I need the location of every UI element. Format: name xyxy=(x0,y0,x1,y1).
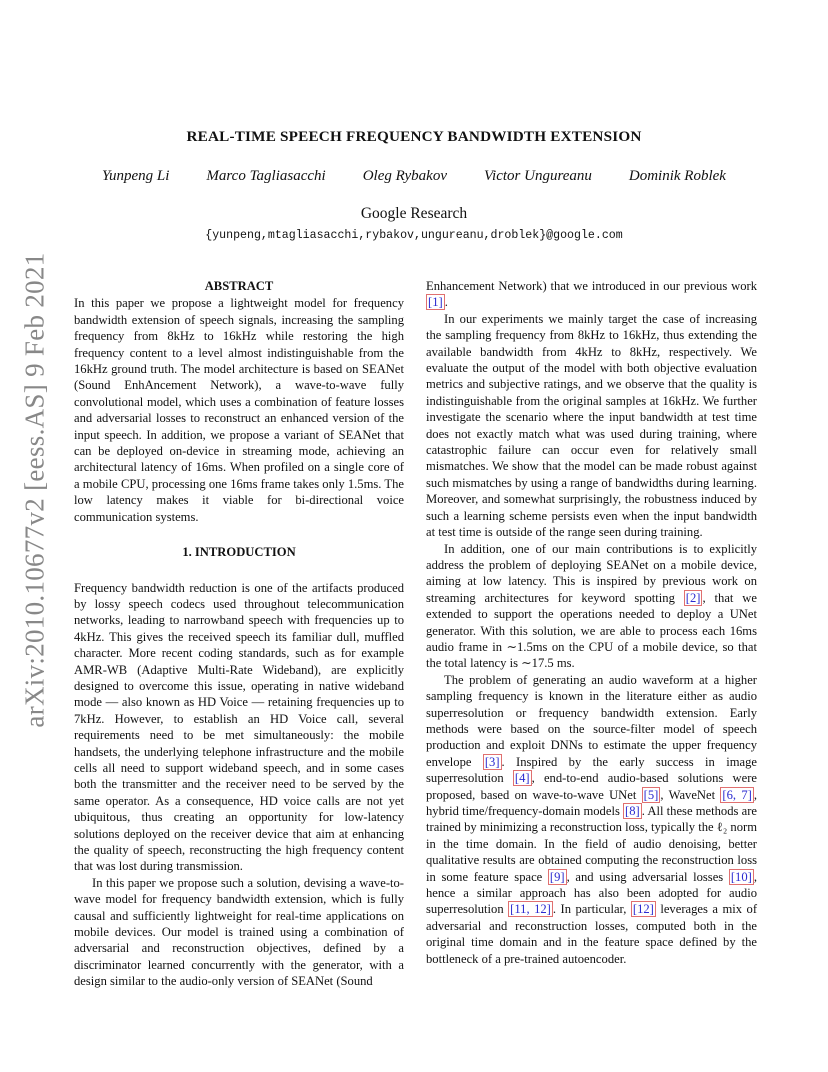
citation-link[interactable]: [8] xyxy=(625,804,640,818)
paper-title: REAL-TIME SPEECH FREQUENCY BANDWIDTH EXTENSION xyxy=(186,128,642,145)
arxiv-identifier xyxy=(10,252,60,728)
author: Oleg Rybakov xyxy=(362,168,447,184)
citation-link[interactable]: [9] xyxy=(549,869,565,884)
citation-link[interactable]: [10] xyxy=(730,869,752,884)
intro-paragraph: In this paper we propose such a solution, devising a wave-to-wave model for frequency bandwidth extension, which is fully causal and sufficiently lightweight for real-time applications on mobile devices. Our model is trained using a combination of adversarial and reconstruction objectives, defined by a discriminator learned concurrently with the generator, with a design similar to the audio-only version of SEANet (Sound xyxy=(74,875,404,989)
intro-paragraph: The problem of generating an audio waveform at a higher sampling frequency is known in the literature either as audio superresolution or frequency bandwidth extension. Early methods were based on the source-filter model of speech production and exploit DNNs to estimate the upper frequency envelope [3] . Inspired by the early success in image superresolution [4] , end-to-end audio-based solutions were proposed, based on wave-to-wave UNet [5] , WaveNet [6, 7] , hybrid time/frequency-domain models [8] . All these methods are trained by minimizing a reconstruction loss, typically the ℓ₂ norm in the time domain. In the field of audio denoising, better qualitative results are obtained computing the reconstruction loss in some feature space [9] , and using adversarial losses [10] , hence a similar approach has also been adopted for audio superresolution [11, 12] . In particular, [12] leverages a mix of adversarial and reconstruction losses, computed both in the original time domain and in the feature space defined by the bottleneck of a pre-trained autoencoder. xyxy=(426,672,758,966)
author: Yunpeng Li xyxy=(102,168,170,184)
author-emails: {yunpeng,mtagliasacchi,rybakov,ungureanu,droblek}@google.com xyxy=(205,229,623,242)
author: Dominik Roblek xyxy=(628,168,726,184)
intro-paragraph: Enhancement Network) that we introduced in our previous work [1] . xyxy=(426,279,757,310)
citation-link[interactable]: [1] xyxy=(428,295,443,310)
citation-link[interactable]: [4] xyxy=(514,771,530,786)
section-heading-introduction: 1. INTRODUCTION xyxy=(182,545,296,560)
left-column xyxy=(74,278,404,990)
citation-link[interactable]: [11, 12] xyxy=(510,902,551,917)
intro-paragraph: Frequency bandwidth reduction is one of the artifacts produced by lossy speech codecs used throughout telecommunication networks, leading to narrowband speech with frequencies up to 4kHz. This gives the received speech its familiar dull, muffled character. More recent coding standards, such as for example AMR-WB (Adaptive Multi-Rate Wideband), are explicitly designed to overcome this issue, operating in native wideband mode — also known as HD Voice — retaining frequencies up to 7kHz. However, to establish an HD Voice call, several requirements need to be met simultaneously: the mobile handsets, the underlying telephone infrastructure and the mobile cells all need to support wideband speech, and in some cases both the transmitter and the receiver need to be served by the same operator. As a consequence, HD voice calls are not yet ubiquitous, thus creating an opportunity for low-latency solutions deployed on the receiver device that aim at enhancing the quality of speech, reconstructing the high frequency content that was lost during transmission. xyxy=(74,580,404,874)
abstract-heading: ABSTRACT xyxy=(204,279,274,293)
author-list xyxy=(60,168,768,185)
citation-link[interactable]: [2] xyxy=(685,590,701,605)
intro-paragraph: In addition, one of our main contributions is to explicitly address the problem of deploying SEANet on a mobile device, aiming at low latency. This is inspired by previous work on streaming architectures for keyword spotting [2] , that we extended to support the operations needed to deploy a UNet generator. With this solution, we are able to process each 16ms audio frame in ∼1.5ms on the CPU of a mobile device, so that the total latency is ∼17.5 ms. xyxy=(426,541,757,671)
intro-paragraph: In our experiments we mainly target the case of increasing the sampling frequency from 8kHz to 16kHz, thus extending the available bandwidth from 4kHz to 8kHz, respectively. We evaluate the output of the model with both objective evaluation metrics and subjective ratings, and we observe that the quality is indistinguishable from the original samples at 16kHz. We further investigate the scenario where the input bandwidth at test time does not exactly match what was used during training, where catastrophic failure can occur even for relatively small mismatches. We show that the model can be made robust against such mismatches by using a range of bandwidths during learning. Moreover, and somewhat surprisingly, the robustness induced by such a learning scheme persists even when the input bandwidth at test time is outside of the range seen during training. xyxy=(426,311,757,540)
author: Marco Tagliasacchi xyxy=(206,168,326,184)
citation-link[interactable]: [6, 7] xyxy=(722,787,752,802)
citation-link[interactable]: [3] xyxy=(484,754,500,769)
citation-link[interactable]: [12] xyxy=(632,902,654,917)
author: Victor Ungureanu xyxy=(483,168,592,184)
arxiv-id-text: arXiv:2010.10677v2 [eess.AS] 9 Feb 2021 xyxy=(19,252,50,728)
right-column xyxy=(426,278,757,967)
affiliation: Google Research xyxy=(360,205,468,222)
abstract-text: In this paper we propose a lightweight model for frequency bandwidth extension of speech signals, increasing the sampling frequency from 8kHz to 16kHz while restoring the high frequency content to a level almost indistinguishable from the 16kHz ground truth. The model architecture is based on SEANet (Sound EnhAncement Network), a wave-to-wave fully convolutional model, which uses a combination of feature losses and adversarial losses to reconstruct an enhanced version of the input speech. In addition, we propose a variant of SEANet that can be deployed on-device in streaming mode, achieving an architectural latency of 16ms. When profiled on a single core of a mobile CPU, processing one 16ms frame takes only 1.5ms. The low latency makes it viable for bi-directional voice communication systems. xyxy=(74,296,404,524)
citation-link[interactable]: [5] xyxy=(643,787,659,802)
